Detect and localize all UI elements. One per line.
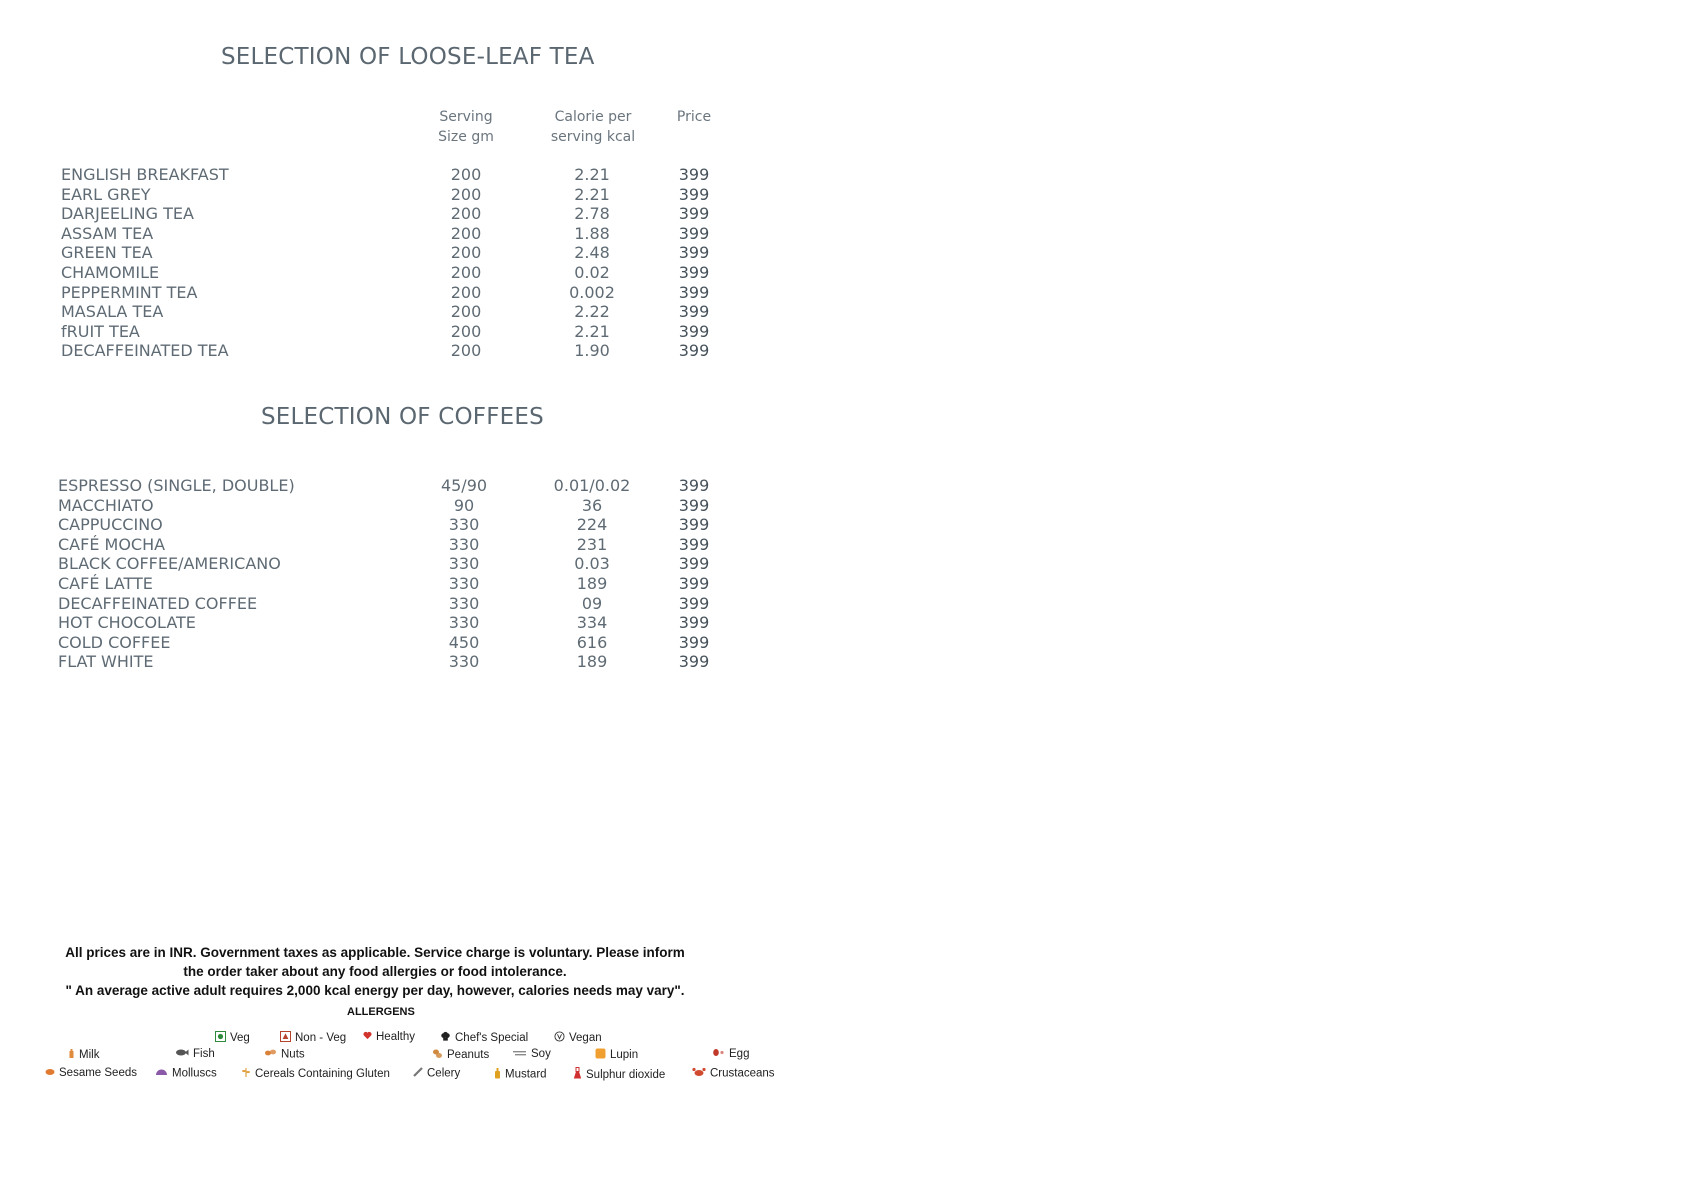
serving-size: 200 bbox=[450, 302, 482, 322]
tea-row bbox=[0, 302, 800, 323]
allergen-label: Cereals Containing Gluten bbox=[255, 1068, 390, 1081]
allergen-label: Egg bbox=[729, 1048, 750, 1061]
coffee-row bbox=[0, 554, 800, 575]
milk-icon bbox=[68, 1048, 75, 1062]
calories: 2.48 bbox=[574, 243, 610, 263]
tea-row bbox=[0, 165, 800, 186]
calories: 189 bbox=[576, 574, 608, 593]
calories: 0.02 bbox=[574, 263, 610, 282]
price: 399 bbox=[678, 495, 710, 515]
item-name: CHAMOMILE bbox=[61, 263, 160, 282]
calories: 1.88 bbox=[574, 223, 610, 243]
price: 399 bbox=[678, 321, 710, 341]
serving-size: 330 bbox=[448, 593, 480, 613]
tea-row bbox=[0, 322, 800, 343]
item-name: GREEN TEA bbox=[61, 243, 153, 263]
calories: 334 bbox=[576, 613, 608, 633]
price: 399 bbox=[678, 302, 710, 322]
allergens-title: ALLERGENS bbox=[347, 1006, 415, 1018]
serving-size: 200 bbox=[450, 321, 482, 341]
price: 399 bbox=[678, 534, 710, 554]
serving-size: 330 bbox=[448, 652, 480, 672]
allergen-label: Healthy bbox=[376, 1031, 415, 1044]
allergen-vegan bbox=[554, 1031, 602, 1045]
coffee-row bbox=[0, 496, 800, 517]
serving-size: 330 bbox=[448, 534, 480, 554]
peanuts-icon bbox=[432, 1048, 443, 1062]
coffee-row bbox=[0, 515, 800, 536]
serving-size: 200 bbox=[450, 204, 482, 224]
serving-size: 200 bbox=[450, 341, 482, 361]
price: 399 bbox=[678, 282, 710, 302]
fish-icon bbox=[175, 1048, 189, 1060]
allergen-veg bbox=[215, 1031, 250, 1045]
item-name: MASALA TEA bbox=[61, 302, 164, 322]
allergen-label: Nuts bbox=[281, 1048, 305, 1061]
item-name: CAFÉ LATTE bbox=[58, 574, 153, 593]
calories: 0.002 bbox=[569, 282, 615, 302]
item-name: DARJEELING TEA bbox=[61, 204, 194, 224]
allergen-non-veg bbox=[280, 1031, 346, 1045]
item-name: EARL GREY bbox=[61, 184, 151, 204]
item-name: CAFÉ MOCHA bbox=[58, 534, 166, 554]
serving-size: 200 bbox=[450, 243, 482, 263]
tea-row bbox=[0, 185, 800, 206]
price: 399 bbox=[678, 515, 710, 535]
price-header bbox=[669, 107, 719, 127]
item-name: BLACK COFFEE/AMERICANO bbox=[58, 554, 281, 574]
serving-size: 330 bbox=[448, 574, 480, 593]
calories: 616 bbox=[576, 632, 608, 652]
allergen-label: Molluscs bbox=[172, 1067, 217, 1080]
item-name: PEPPERMINT TEA bbox=[61, 282, 198, 302]
allergen-celery bbox=[413, 1067, 460, 1080]
calories: 09 bbox=[581, 593, 603, 613]
lupin-icon bbox=[595, 1048, 606, 1062]
calorie-header bbox=[548, 107, 638, 147]
allergen-nuts bbox=[264, 1048, 305, 1061]
nuts-icon bbox=[264, 1048, 277, 1061]
item-name: FLAT WHITE bbox=[58, 652, 154, 672]
calories: 36 bbox=[581, 495, 603, 515]
price: 399 bbox=[678, 165, 710, 184]
allergen-healthy bbox=[363, 1031, 415, 1043]
allergen-label: Mustard bbox=[505, 1068, 547, 1081]
coffee-row bbox=[0, 594, 800, 615]
allergen-label: Veg bbox=[230, 1032, 250, 1045]
tea-row bbox=[0, 263, 800, 284]
soy-icon bbox=[513, 1048, 527, 1060]
calories: 2.22 bbox=[574, 302, 610, 322]
calories: 2.21 bbox=[574, 321, 610, 341]
price-notice bbox=[60, 943, 690, 1000]
allergen-sesame-seeds bbox=[45, 1067, 137, 1079]
allergen-label: Non - Veg bbox=[295, 1032, 347, 1045]
allergen-label: Milk bbox=[79, 1049, 100, 1062]
allergen-soy bbox=[513, 1048, 551, 1060]
price: 399 bbox=[678, 223, 710, 243]
allergen-label: Sesame Seeds bbox=[59, 1067, 137, 1080]
item-name: MACCHIATO bbox=[58, 495, 154, 515]
allergen-label: Lupin bbox=[610, 1049, 639, 1062]
tea-row bbox=[0, 243, 800, 264]
calories: 2.78 bbox=[574, 204, 610, 224]
item-name: DECAFFEINATED TEA bbox=[61, 341, 229, 361]
allergen-cereals-containing-gluten bbox=[241, 1067, 390, 1081]
allergen-crustaceans bbox=[692, 1067, 775, 1080]
price: 399 bbox=[678, 263, 710, 282]
heart-icon bbox=[363, 1031, 372, 1043]
tea-row bbox=[0, 283, 800, 304]
allergen-egg bbox=[712, 1048, 749, 1060]
price: 399 bbox=[678, 554, 710, 574]
serving-size-header-text: Serving Size gm bbox=[438, 109, 494, 145]
allergen-label: Peanuts bbox=[447, 1049, 490, 1062]
coffee-row bbox=[0, 652, 800, 673]
coffee-row bbox=[0, 574, 800, 595]
price: 399 bbox=[678, 204, 710, 224]
calories: 231 bbox=[576, 534, 608, 554]
price: 399 bbox=[678, 476, 710, 495]
price: 399 bbox=[678, 184, 710, 204]
celery-icon bbox=[413, 1067, 423, 1080]
mustard-icon bbox=[494, 1067, 501, 1082]
chef-hat-icon bbox=[440, 1031, 451, 1045]
tea-row bbox=[0, 224, 800, 245]
crab-icon bbox=[692, 1067, 706, 1080]
serving-size: 200 bbox=[450, 263, 482, 282]
calorie-header-text: Calorie per serving kcal bbox=[550, 109, 636, 145]
serving-size: 330 bbox=[448, 554, 480, 574]
item-name: fRUIT TEA bbox=[61, 321, 140, 341]
coffee-row bbox=[0, 633, 800, 654]
allergen-chef-s-special bbox=[440, 1031, 528, 1045]
price: 399 bbox=[678, 632, 710, 652]
serving-size: 200 bbox=[450, 184, 482, 204]
serving-size: 330 bbox=[448, 515, 480, 535]
mollusc-icon bbox=[155, 1067, 168, 1080]
calories: 0.03 bbox=[574, 554, 610, 574]
serving-size: 200 bbox=[450, 223, 482, 243]
calories: 189 bbox=[576, 652, 608, 672]
serving-size: 330 bbox=[448, 613, 480, 633]
coffee-row bbox=[0, 535, 800, 556]
allergen-label: Crustaceans bbox=[710, 1067, 775, 1080]
sulphur-icon bbox=[573, 1067, 582, 1083]
allergen-molluscs bbox=[155, 1067, 217, 1080]
item-name: COLD COFFEE bbox=[58, 632, 171, 652]
price: 399 bbox=[678, 574, 710, 593]
allergen-sulphur-dioxide bbox=[573, 1067, 665, 1083]
allergen-label: Soy bbox=[531, 1048, 551, 1061]
serving-size: 200 bbox=[450, 165, 482, 184]
allergen-mustard bbox=[494, 1067, 547, 1082]
allergen-label: Sulphur dioxide bbox=[586, 1069, 666, 1082]
allergen-lupin bbox=[595, 1048, 638, 1062]
serving-size: 200 bbox=[450, 282, 482, 302]
sesame-icon bbox=[45, 1067, 55, 1079]
allergen-label: Celery bbox=[427, 1067, 461, 1080]
serving-size: 450 bbox=[448, 632, 480, 652]
calories: 1.90 bbox=[574, 341, 610, 361]
item-name: DECAFFEINATED COFFEE bbox=[58, 593, 258, 613]
notice-line-3: " An average active adult requires 2,000 kcal energy per day, however, calories needs may vary". bbox=[65, 983, 685, 998]
tea-row bbox=[0, 204, 800, 225]
gluten-icon bbox=[241, 1067, 251, 1081]
egg-icon bbox=[712, 1048, 725, 1060]
serving-size-header bbox=[426, 107, 506, 147]
price: 399 bbox=[678, 593, 710, 613]
item-name: CAPPUCCINO bbox=[58, 515, 163, 535]
item-name: HOT CHOCOLATE bbox=[58, 613, 196, 633]
serving-size: 45/90 bbox=[440, 476, 488, 495]
item-name: ENGLISH BREAKFAST bbox=[61, 165, 229, 184]
calories: 224 bbox=[576, 515, 608, 535]
allergen-peanuts bbox=[432, 1048, 489, 1062]
non-veg-icon bbox=[280, 1031, 291, 1045]
item-name: ESPRESSO (SINGLE, DOUBLE) bbox=[58, 476, 295, 495]
price: 399 bbox=[678, 341, 710, 361]
vegan-icon bbox=[554, 1031, 565, 1045]
veg-icon bbox=[215, 1031, 226, 1045]
price: 399 bbox=[678, 652, 710, 672]
calories: 0.01/0.02 bbox=[553, 476, 631, 495]
allergen-fish bbox=[175, 1048, 215, 1060]
notice-line-2: the order taker about any food allergies or food intolerance. bbox=[183, 964, 567, 979]
price-header-text: Price bbox=[676, 109, 712, 125]
price: 399 bbox=[678, 243, 710, 263]
allergen-label: Vegan bbox=[569, 1032, 602, 1045]
item-name: ASSAM TEA bbox=[61, 223, 154, 243]
tea-row bbox=[0, 341, 800, 362]
notice-line-1: All prices are in INR. Government taxes as applicable. Service charge is voluntary. Please inform bbox=[65, 945, 685, 960]
price: 399 bbox=[678, 613, 710, 633]
allergen-label: Fish bbox=[193, 1048, 215, 1061]
allergen-milk bbox=[68, 1048, 99, 1062]
coffee-row bbox=[0, 476, 800, 497]
serving-size: 90 bbox=[453, 495, 475, 515]
calories: 2.21 bbox=[574, 184, 610, 204]
coffee-section-title: SELECTION OF COFFEES bbox=[261, 404, 544, 430]
coffee-row bbox=[0, 613, 800, 634]
calories: 2.21 bbox=[574, 165, 610, 184]
allergen-label: Chef's Special bbox=[455, 1032, 529, 1045]
tea-section-title: SELECTION OF LOOSE-LEAF TEA bbox=[221, 44, 595, 70]
